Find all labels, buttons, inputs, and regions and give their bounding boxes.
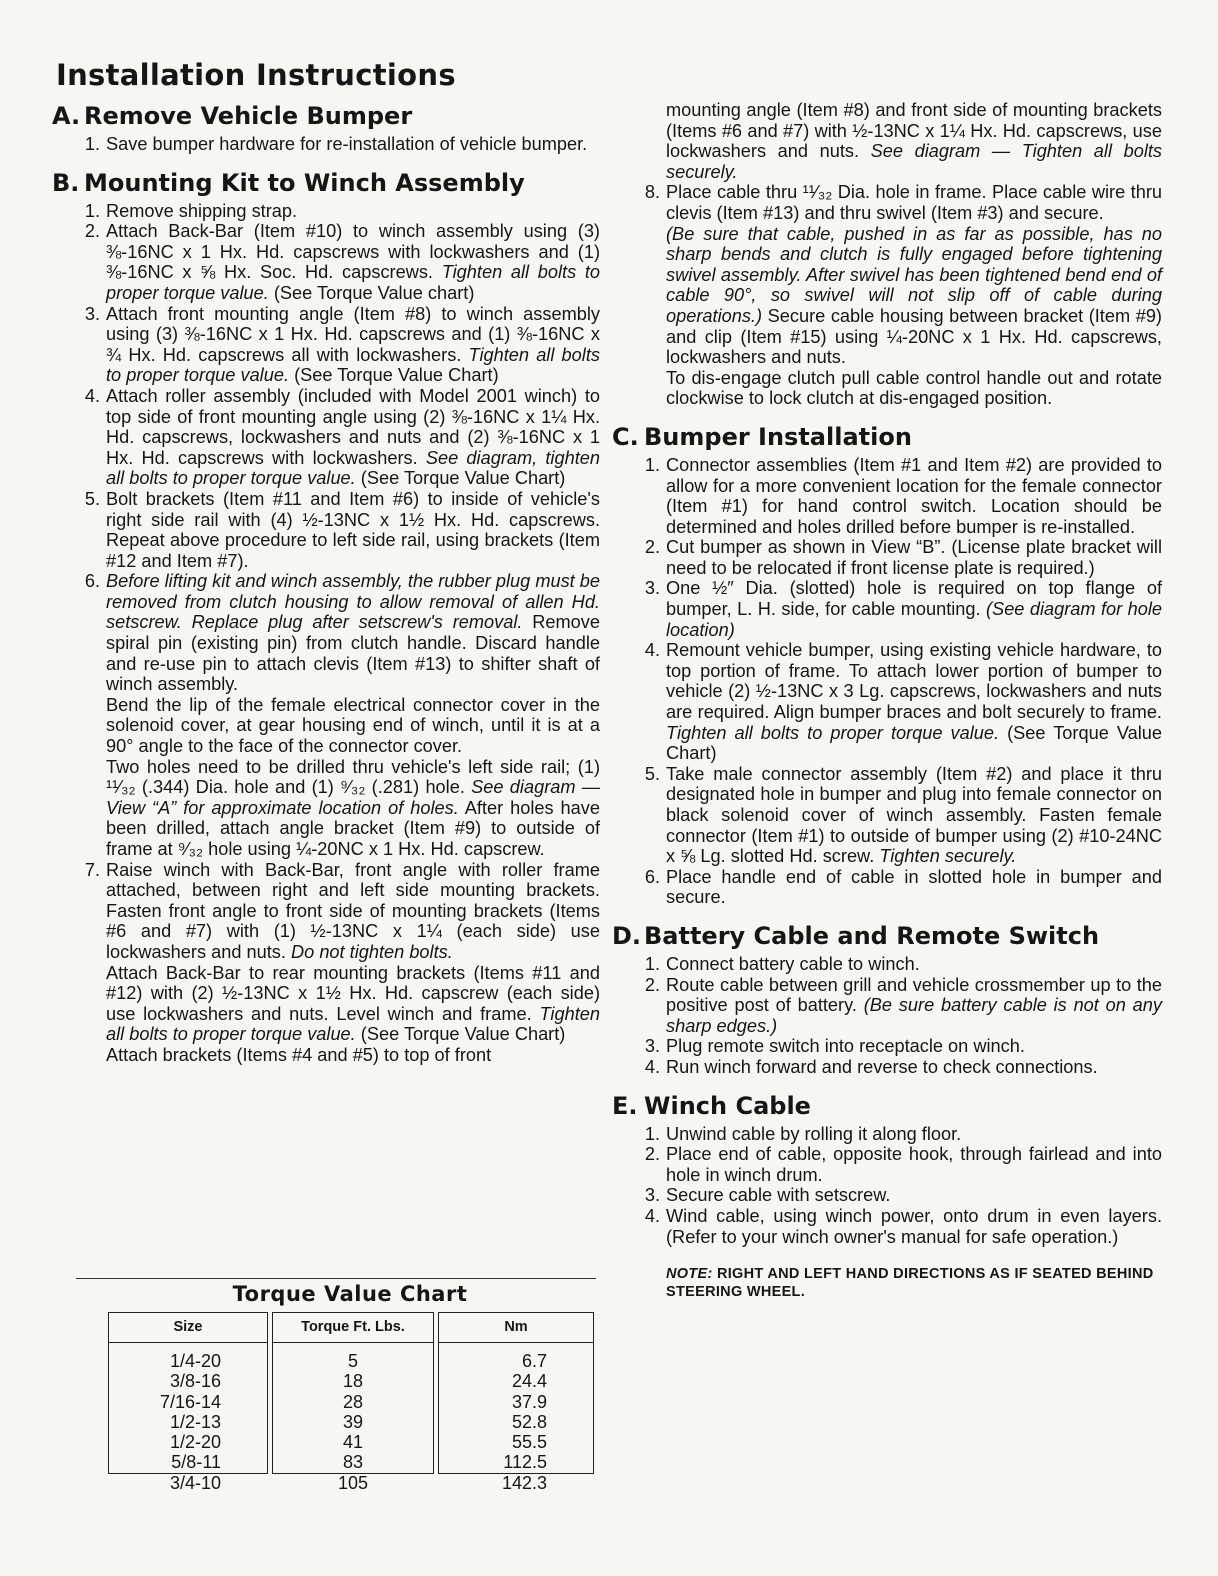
page-title: Installation Instructions	[56, 58, 456, 92]
steering-note: NOTE: RIGHT AND LEFT HAND DIRECTIONS AS IF SEATED BEHIND STEERING WHEEL.	[666, 1266, 1154, 1301]
table-cell: 55.5	[511, 1432, 547, 1453]
section-b-list	[52, 201, 600, 1066]
list-item: 6. Place handle end of cable in slotted hole in bumper and secure.	[644, 866, 1162, 908]
list-item: 3. One ½″ Dia. (slotted) hole is required on top flange of bumper, L. H. side, for cable mounting. (See diagram for hole location)	[644, 578, 1162, 640]
list-item: 3. Plug remote switch into receptacle on winch.	[644, 1036, 1025, 1057]
section-a-list	[52, 134, 600, 155]
table-cell: 3/4-10	[169, 1472, 221, 1493]
table-cell: 105	[337, 1472, 369, 1493]
table-cell: 39	[342, 1411, 364, 1432]
list-item: 4. Remount vehicle bumper, using existing vehicle hardware, to top portion of frame. To attach lower portion of bumper to vehicle (2) ½-13NC x 3 Lg. capscrews, lockwashers and nuts are required. Align bumper braces and bolt securely to frame. Tighten all bolts to proper torque value. (See Torque Value Chart)	[644, 640, 1162, 764]
chart-title: Torque Value Chart	[232, 1282, 468, 1306]
list-item: 1. Remove shipping strap.	[84, 200, 298, 221]
column-header: Nm	[439, 1313, 593, 1343]
table-cell: 1/2-20	[169, 1432, 221, 1453]
list-item: 7. Raise winch with Back-Bar, front angle with roller frame attached, between right and left side mounting brackets. Fasten front angle to front side of mounting brackets (Items #6 and #7) with (1) ½-13NC x 1¼ (each side) use lockwashers and nuts. Do not tighten bolts. Attach Back-Bar to rear mounting brackets (Items #11 and #12) with (2) ½-13NC x 1½ Hx. Hd. capscrew (each side) use lockwashers and nuts. Level winch and frame. Tighten all bolts to proper torque value. (See Torque Value Chart) Attach brackets (Items #4 and #5) to top of front	[84, 859, 600, 1065]
table-cell: 1/2-13	[169, 1411, 221, 1432]
torque-column	[272, 1312, 434, 1493]
table-cell: 3/8-16	[169, 1371, 221, 1392]
section-e-list	[612, 1124, 1162, 1248]
list-item: 1. Connect battery cable to winch.	[644, 953, 920, 974]
section-d-list	[612, 954, 1162, 1078]
list-item: 3. Attach front mounting angle (Item #8) to winch assembly using (3) ⅜-16NC x 1 Hx. Hd. capscrews and (1) ⅜-16NC x ¾ Hx. Hd. capscrews all with lockwashers. Tighten all bolts to proper torque value. (See Torque Value Chart)	[84, 303, 600, 386]
table-cell: 28	[342, 1391, 364, 1412]
list-item: 3. Secure cable with setscrew.	[644, 1185, 891, 1206]
list-item: 1. Connector assemblies (Item #1 and Item #2) are provided to allow for a more convenient location for the female connector (Item #1) for hand control switch. Location should be determined and holes drilled before bumper is re-installed.	[644, 454, 1162, 537]
size-column	[108, 1312, 268, 1493]
section-b-list-continued	[612, 182, 1162, 409]
list-item: 5. Take male connector assembly (Item #2) and place it thru designated hole in bumper and plug into female connector on black solenoid cover of winch assembly. Fasten female connector (Item #1) to outside of bumper using (2) #10-24NC x ⅝ Lg. slotted Hd. screw. Tighten securely.	[644, 763, 1162, 867]
section-c-list	[612, 455, 1162, 908]
list-item: 4. Run winch forward and reverse to check connections.	[644, 1056, 1098, 1077]
table-cell: 6.7	[521, 1351, 547, 1371]
list-item: 2. Cut bumper as shown in View “B”. (License plate bracket will need to be relocated if front license plate is required.)	[644, 537, 1162, 578]
section-c-heading: C. Bumper Installation	[612, 422, 912, 451]
section-b-heading: B. Mounting Kit to Winch Assembly	[52, 168, 525, 197]
table-cell: 83	[342, 1452, 364, 1473]
table-cell: 52.8	[511, 1411, 547, 1432]
table-cell: 142.3	[501, 1472, 547, 1493]
list-item: 2. Place end of cable, opposite hook, through fairlead and into hole in winch drum.	[644, 1144, 1162, 1185]
table-cell: 1/4-20	[169, 1351, 221, 1371]
section-a-heading: A. Remove Vehicle Bumper	[52, 102, 413, 130]
right-column	[612, 100, 1162, 1301]
table-cell: 24.4	[511, 1371, 547, 1392]
list-item: 2. Attach Back-Bar (Item #10) to winch assembly using (3) ⅜-16NC x 1 Hx. Hd. capscrews with lockwashers and (1) ⅜-16NC x ⅝ Hx. Soc. Hd. capscrews. Tighten all bolts to proper torque value. (See Torque Value chart)	[84, 221, 601, 303]
table-cell: 5/8-11	[171, 1452, 221, 1473]
list-item: 2. Route cable between grill and vehicle crossmember up to the positive post of battery. (Be sure battery cable is not on any sharp edges.)	[644, 974, 1162, 1036]
list-item: 5. Bolt brackets (Item #11 and Item #6) to inside of vehicle's right side rail with (4) ½-13NC x 1½ Hx. Hd. capscrews. Repeat above procedure to left side rail, using brackets (Item #12 and Item #7).	[84, 488, 600, 571]
list-item: 1. Save bumper hardware for re-installation of vehicle bumper.	[84, 134, 588, 154]
column-header: Size	[109, 1313, 267, 1343]
table-cell: 18	[342, 1371, 364, 1392]
column-header: Torque Ft. Lbs.	[273, 1313, 433, 1343]
list-item: 4. Wind cable, using winch power, onto drum in even layers. (Refer to your winch owner's manual for safe operation.)	[644, 1205, 1162, 1247]
table-cell: 7/16-14	[159, 1391, 221, 1412]
section-d-heading: D. Battery Cable and Remote Switch	[612, 921, 1100, 950]
list-item: 6. Before lifting kit and winch assembly, the rubber plug must be removed from clutch housing to allow removal of allen Hd. setscrew. Replace plug after setscrew's removal. Remove spiral pin (existing pin) from clutch handle. Discard handle and re-use pin to attach clevis (Item #13) to shifter shaft of winch assembly. Bend the lip of the female electrical connector cover in the solenoid cover, at gear housing end of winch, until it is at a 90° angle to the face of the connector cover. Two holes need to be drilled thru vehicle's left side rail; (1) ¹¹⁄₃₂ (.344) Dia. hole and (1) ⁹⁄₃₂ (.281) hole. See diagram — View “A” for approximate location of holes. After holes have been drilled, attach angle bracket (Item #9) to outside of frame at ⁹⁄₃₂ hole using ¼-20NC x 1 Hx. Hd. capscrew.	[84, 571, 601, 859]
section-e-heading: E. Winch Cable	[612, 1091, 811, 1120]
section-b-continued: mounting angle (Item #8) and front side of mounting brackets (Items #6 and #7) with ½-13NC x 1¼ Hx. Hd. capscrews, use lockwashers and nuts. See diagram — Tighten all bolts securely.	[666, 100, 1163, 182]
table-cell: 41	[342, 1432, 364, 1453]
left-column	[52, 100, 600, 1066]
torque-value-chart	[104, 1278, 596, 1493]
chart-divider	[76, 1278, 596, 1279]
table-cell: 112.5	[503, 1452, 547, 1473]
list-item: 8. Place cable thru ¹¹⁄₃₂ Dia. hole in frame. Place cable wire thru clevis (Item #13) and thru swivel (Item #3) and secure. (Be sure that cable, pushed in as far as possible, has no sharp bends and clutch is fully engaged before tightening swivel assembly. After swivel has been tightened bend end of cable 90°, so swivel will not slip off of cable during operations.) Secure cable housing between bracket (Item #9) and clip (Item #15) using ¼-20NC x 1 Hx. Hd. capscrews, lockwashers and nuts. To dis-engage clutch pull cable control handle out and rotate clockwise to lock clutch at dis-engaged position.	[644, 182, 1162, 409]
table-cell: 37.9	[511, 1391, 547, 1412]
nm-column	[438, 1312, 594, 1493]
list-item: 1. Unwind cable by rolling it along floor.	[644, 1123, 962, 1144]
list-item: 4. Attach roller assembly (included with Model 2001 winch) to top side of front mounting angle using (2) ⅜-16NC x 1¼ Hx. Hd. capscrews, lockwashers and nuts and (2) ⅜-16NC x 1 Hx. Hd. capscrews with lockwashers. See diagram, tighten all bolts to proper torque value. (See Torque Value Chart)	[84, 385, 600, 489]
table-cell: 5	[347, 1351, 358, 1371]
